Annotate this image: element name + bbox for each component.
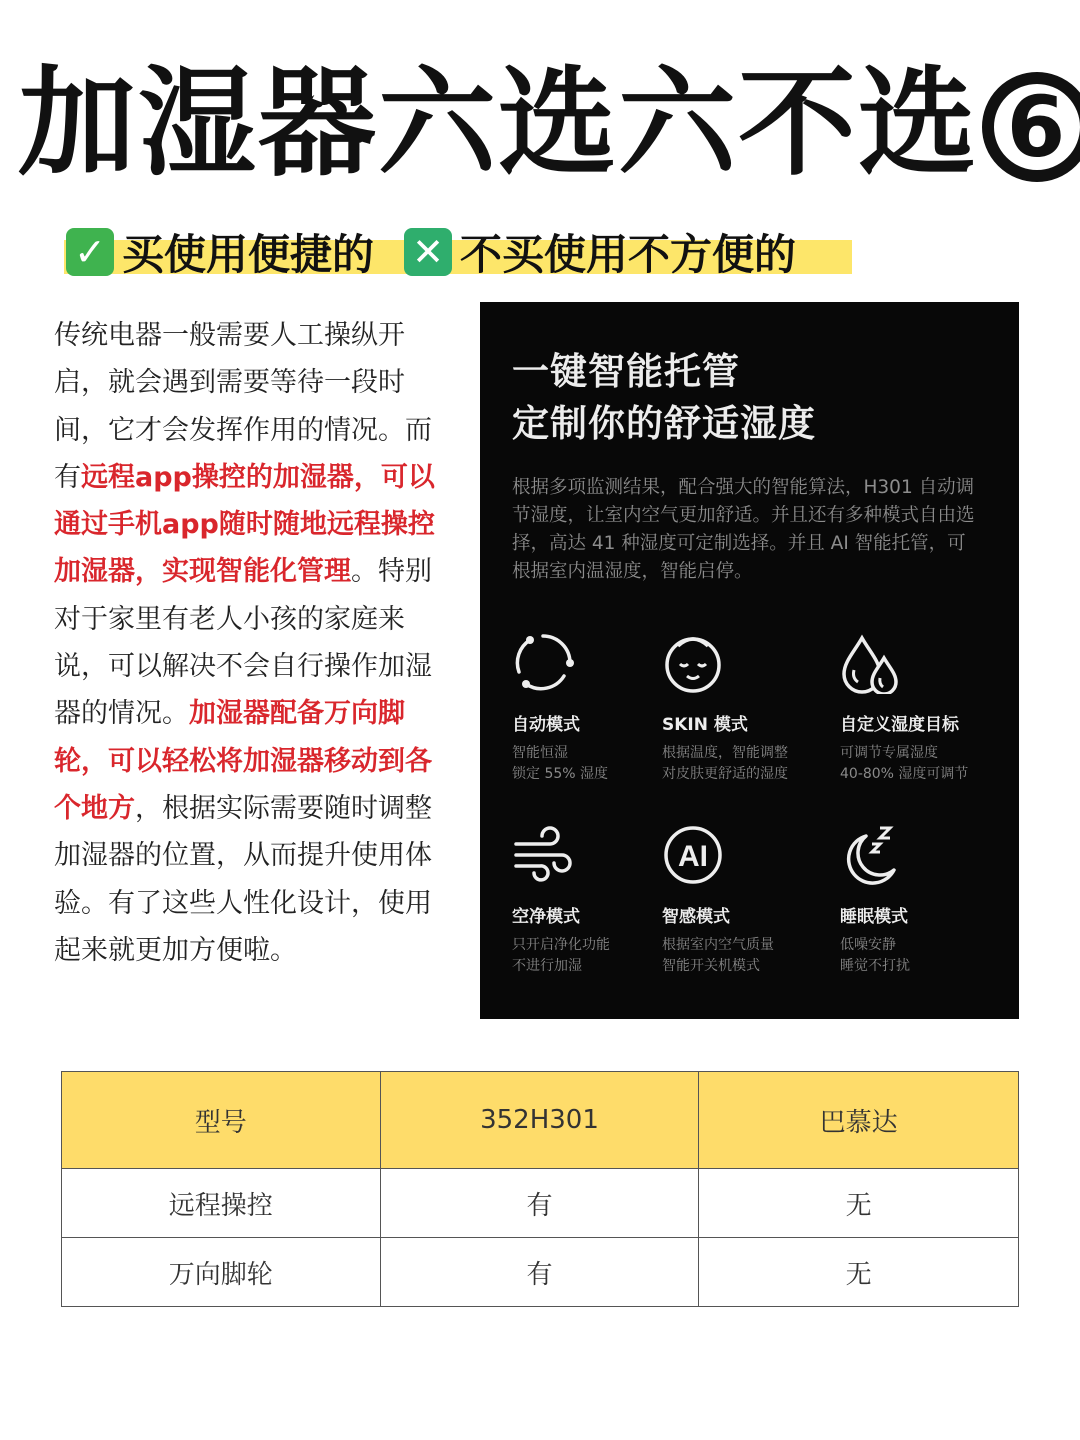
water-drops-icon (840, 632, 902, 694)
check-mark-icon: ✓ (66, 228, 114, 276)
feature-desc-line2: 对皮肤更舒适的湿度 (662, 766, 788, 782)
feature-desc-line2: 智能开关机模式 (662, 958, 760, 974)
feature-desc-line1: 根据温度，智能调整 (662, 745, 788, 761)
feature-name: 智感模式 (662, 907, 730, 927)
table-cell: 有 (380, 1238, 699, 1307)
feature-desc-line2: 40-80% 湿度可调节 (840, 766, 969, 782)
table-row (62, 1169, 1019, 1238)
feature-desc-line1: 只开启净化功能 (512, 937, 610, 953)
body-text-1: 传统电器一般需要人工操纵开启，就会遇到需要等待一段时间，它才会发挥作用的情况。而有 (54, 320, 432, 493)
feature-name: 空净模式 (512, 907, 580, 927)
no-buy-criterion (374, 222, 796, 282)
feature-sleep-mode (840, 824, 1000, 977)
body-paragraph (54, 312, 449, 974)
table-header-cell: 巴慕达 (699, 1072, 1019, 1169)
buy-criterion (66, 222, 374, 282)
buy-label: 买使用便捷的 (122, 230, 375, 279)
feature-desc (840, 743, 1000, 785)
feature-desc (662, 743, 822, 785)
face-icon (662, 632, 724, 694)
feature-custom-humidity (840, 632, 1000, 785)
body-text-2: 。特别对于家里有老人小孩的家庭来说，可以解决不会自行操作加湿器的情况。 (54, 556, 432, 730)
panel-heading-line2: 定制你的舒适湿度 (512, 402, 816, 445)
table-cell: 无 (699, 1238, 1019, 1307)
moon-sleep-icon (840, 824, 902, 886)
product-feature-panel (480, 302, 1019, 1019)
subtitle-row (66, 222, 796, 282)
feature-desc (512, 935, 672, 977)
feature-desc-line1: 低噪安静 (840, 937, 896, 953)
panel-description: 根据多项监测结果，配合强大的智能算法，H301 自动调节湿度，让室内空气更加舒适。并且还有多种模式自由选择，高达 41 种湿度可定制选择。并且 AI 智能托管，可根据室内温湿度，智能启停。 (512, 477, 975, 582)
circled-number: 6 (982, 72, 1080, 182)
feature-smart-mode (662, 824, 822, 977)
feature-desc-line1: 可调节专属湿度 (840, 745, 938, 761)
feature-purify-mode (512, 824, 672, 977)
no-buy-label: 不买使用不方便的 (460, 230, 797, 279)
comparison-table (61, 1071, 1019, 1307)
table-cell: 无 (699, 1169, 1019, 1238)
feature-desc-line2: 不进行加湿 (512, 958, 582, 974)
feature-desc-line1: 智能恒湿 (512, 745, 568, 761)
feature-name: 自动模式 (512, 715, 580, 735)
feature-auto-mode (512, 632, 672, 785)
body-highlight-2: 加湿器配备万向脚轮，可以轻松将加湿器移动到各个地方 (54, 698, 432, 824)
table-header-cell: 型号 (62, 1072, 381, 1169)
svg-text:AI: AI (678, 840, 708, 873)
table-header-row (62, 1072, 1019, 1169)
table-cell: 远程操控 (62, 1169, 381, 1238)
wind-icon (512, 824, 574, 886)
feature-desc-line2: 睡觉不打扰 (840, 958, 910, 974)
circular-arrows-icon (512, 632, 574, 694)
panel-heading (512, 346, 816, 450)
feature-desc-line1: 根据室内空气质量 (662, 937, 774, 953)
body-highlight-1: 远程app操控的加湿器，可以通过手机app随时随地远程操控加湿器，实现智能化管理 (54, 461, 435, 588)
feature-desc-line2: 锁定 55% 湿度 (512, 766, 609, 782)
feature-desc (662, 935, 822, 977)
cross-mark-icon: ✕ (404, 228, 452, 276)
table-cell: 万向脚轮 (62, 1238, 381, 1307)
panel-heading-line1: 一键智能托管 (512, 350, 740, 393)
feature-desc (840, 935, 1000, 977)
feature-name: 自定义湿度目标 (840, 715, 959, 735)
table-row (62, 1238, 1019, 1307)
feature-name: 睡眠模式 (840, 907, 908, 927)
feature-skin-mode (662, 632, 822, 785)
page-title-text: 加湿器六选六不选 (18, 54, 979, 192)
feature-desc (512, 743, 672, 785)
table-cell: 有 (380, 1169, 699, 1238)
body-text-3: ，根据实际需要随时调整加湿器的位置，从而提升使用体验。有了这些人性化设计，使用起来就更加方便啦。 (54, 792, 432, 966)
page-title (18, 54, 1068, 192)
feature-name: SKIN 模式 (662, 715, 748, 735)
ai-icon (662, 824, 724, 886)
table-header-cell: 352H301 (380, 1072, 699, 1169)
